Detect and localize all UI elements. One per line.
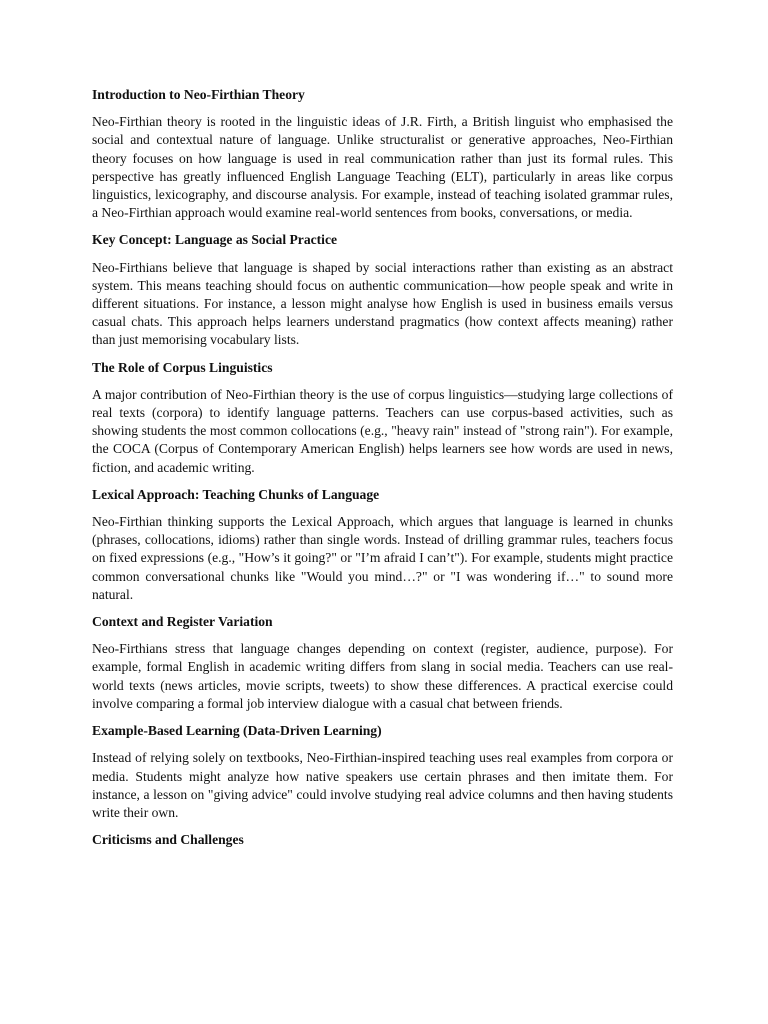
section-heading: The Role of Corpus Linguistics <box>92 359 273 375</box>
section-heading: Criticisms and Challenges <box>92 832 244 848</box>
section-paragraph: Neo-Firthian theory is rooted in the linguistic ideas of J.R. Firth, a British linguist who emphasised the social and contextual nature of language. Unlike structuralist or generative approaches, Neo-Firthian theory focuses on how language is used in real communication rather than just its formal rules. This perspective has greatly influenced English Language Teaching (ELT), particularly in areas like corpus linguistics, lexicography, and discourse analysis. For example, instead of teaching isolated grammar rules, a Neo-Firthian approach would examine real-world sentences from books, conversations, or media. <box>92 114 673 221</box>
section-paragraph: Neo-Firthians stress that language changes depending on context (register, audience, purpose). For example, formal English in academic writing differs from slang in social media. Teachers can use real-world texts (news articles, movie scripts, tweets) to show these differences. A practical exercise could involve comparing a formal job interview dialogue with a casual chat between friends. <box>92 641 673 711</box>
section-heading: Example-Based Learning (Data-Driven Learning) <box>92 723 382 739</box>
section-heading: Key Concept: Language as Social Practice <box>92 232 338 248</box>
section-heading: Context and Register Variation <box>92 614 273 630</box>
document-page <box>92 86 673 858</box>
section-paragraph: Instead of relying solely on textbooks, Neo-Firthian-inspired teaching uses real examples from corpora or media. Students might analyze how native speakers use certain phrases and then imitate them. For instance, a lesson on "giving advice" could involve studying real advice columns and then having students write their own. <box>92 750 673 820</box>
section-paragraph: Neo-Firthian thinking supports the Lexical Approach, which argues that language is learned in chunks (phrases, collocations, idioms) rather than single words. Instead of drilling grammar rules, teachers focus on fixed expressions (e.g., "How’s it going?" or "I’m afraid I can’t"). For example, students might practice common conversational chunks like "Would you mind…?" or "I was wondering if…" to sound more natural. <box>92 514 673 602</box>
section-heading: Introduction to Neo-Firthian Theory <box>92 87 305 102</box>
section-heading: Lexical Approach: Teaching Chunks of Language <box>92 486 380 502</box>
section-paragraph: A major contribution of Neo-Firthian theory is the use of corpus linguistics—studying large collections of real texts (corpora) to identify language patterns. Teachers can use corpus-based activities, such as showing students the most common collocations (e.g., "heavy rain" instead of "strong rain"). For example, the COCA (Corpus of Contemporary American English) helps learners see how words are used in news, fiction, and academic writing. <box>92 386 673 475</box>
section-paragraph: Neo-Firthians believe that language is shaped by social interactions rather than existing as an abstract system. This means teaching should focus on authentic communication—how people speak and write in different situations. For instance, a lesson might analyse how English is used in business emails versus casual chats. This approach helps learners understand pragmatics (how context affects meaning) rather than just memorising vocabulary lists. <box>92 259 673 348</box>
